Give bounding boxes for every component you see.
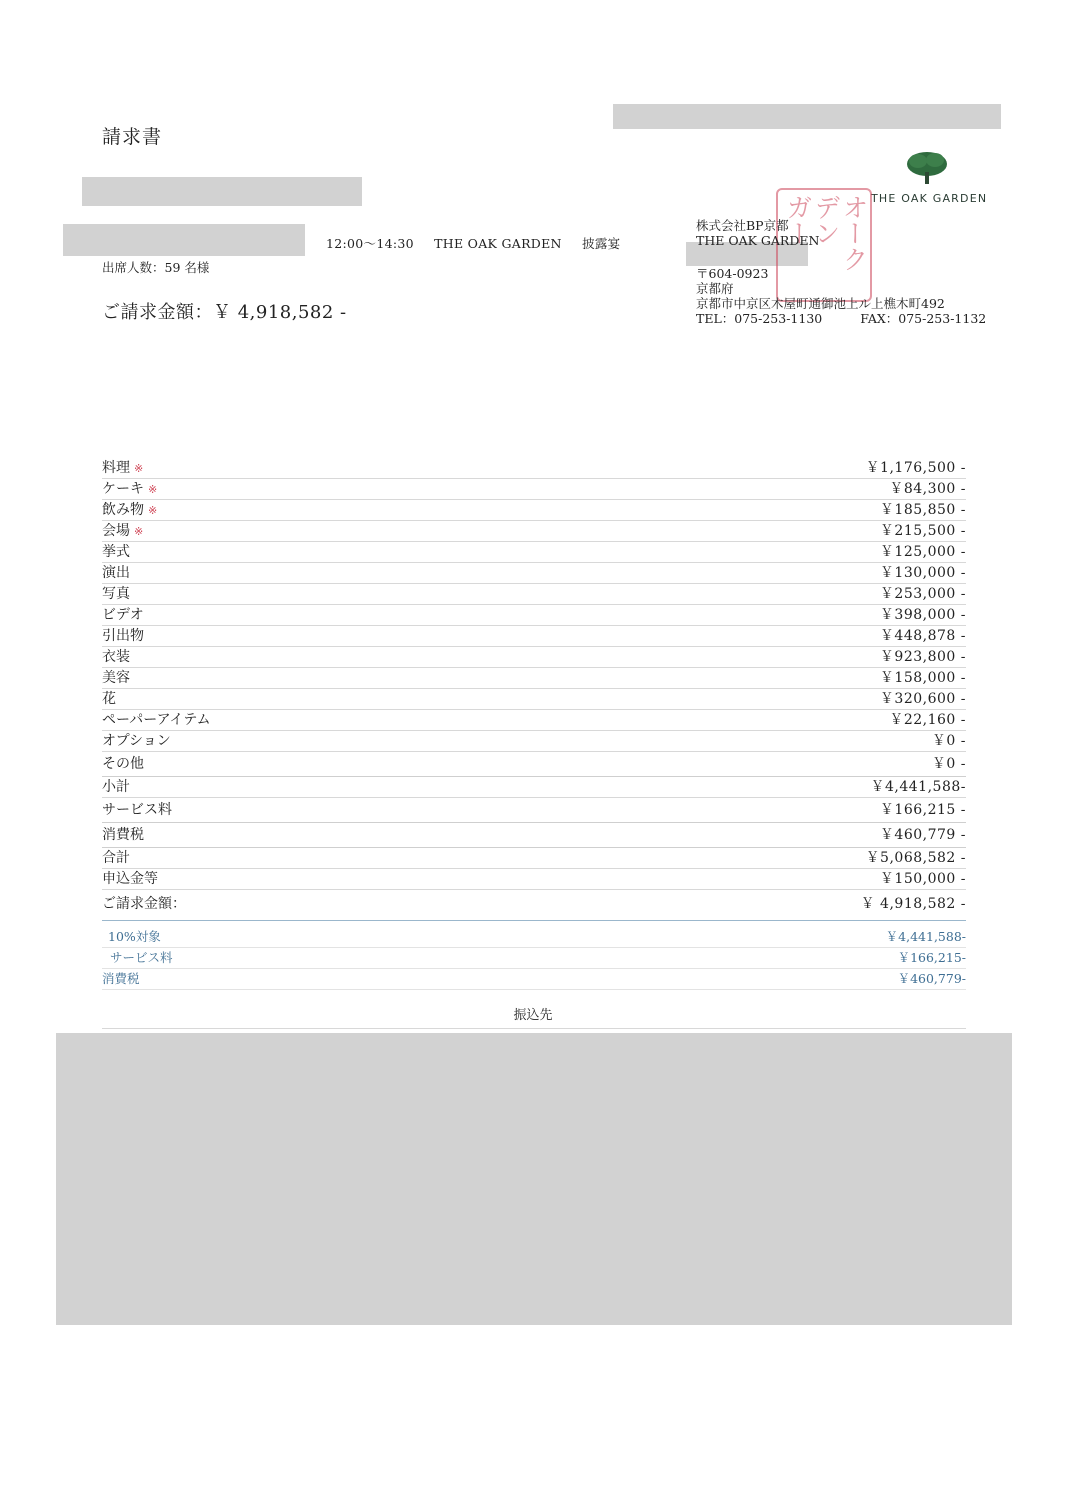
tax-tax-label: 消費税	[102, 971, 140, 986]
billing-total-header: ご請求金額：￥ 4,918,582 -	[102, 302, 347, 323]
company-seal-stamp: ガー デン オーク	[776, 188, 872, 302]
item-label: 写真	[102, 586, 130, 602]
event-venue: THE OAK GARDEN	[434, 236, 562, 251]
logo-text: THE OAK GARDEN	[871, 192, 988, 205]
item-amount: ￥398,000 -	[879, 607, 966, 623]
item-amount: ￥1,176,500 -	[865, 460, 966, 476]
company-address: 京都市中京区木屋町通御池上ル上樵木町492	[696, 296, 945, 311]
company-prefecture: 京都府	[696, 281, 734, 296]
list-item	[102, 626, 966, 647]
deposit-row	[102, 869, 966, 890]
item-amount: ￥320,600 -	[879, 691, 966, 707]
item-label: オプション	[102, 733, 171, 749]
oak-tree-icon	[905, 150, 949, 186]
item-amount: ￥0 -	[931, 733, 966, 749]
bank-title: 振込先	[513, 1008, 553, 1023]
item-amount: ￥448,878 -	[879, 628, 966, 644]
tax-target-label: 10%対象	[108, 929, 161, 944]
company-venue: THE OAK GARDEN	[696, 233, 820, 248]
service-label: サービス料	[102, 802, 172, 818]
item-label: ペーパーアイテム	[102, 712, 211, 728]
event-type: 披露宴	[582, 236, 621, 251]
company-info	[696, 218, 1020, 326]
company-name: 株式会社BP京都	[696, 218, 789, 233]
item-label: 会場	[102, 523, 130, 539]
tax-label: 消費税	[102, 827, 144, 843]
company-postal: 〒604-0923	[696, 266, 769, 281]
billing-label: ご請求金額：	[102, 896, 186, 912]
item-amount: ￥84,300 -	[889, 481, 966, 497]
total-row	[102, 848, 966, 869]
total-label: 合計	[102, 850, 130, 866]
event-time: 12:00～14:30	[326, 236, 414, 251]
item-amount: ￥185,850 -	[879, 502, 966, 518]
tax-tax-amount: ￥460,779-	[897, 971, 966, 986]
deposit-amount: ￥150,000 -	[879, 871, 966, 887]
list-item	[102, 563, 966, 584]
subtotal-label: 小計	[102, 779, 130, 795]
company-phone	[696, 311, 1020, 326]
list-item	[102, 605, 966, 626]
item-label: ビデオ	[102, 607, 144, 623]
tax-amount: ￥460,779 -	[879, 827, 966, 843]
item-amount: ￥130,000 -	[879, 565, 966, 581]
item-mark: ※	[148, 504, 158, 517]
item-label: 料理	[102, 460, 130, 476]
tax-target-row	[102, 927, 966, 948]
list-item	[102, 647, 966, 668]
company-fax: FAX：075-253-1132	[860, 311, 987, 326]
list-item	[102, 458, 966, 479]
item-mark: ※	[134, 525, 144, 538]
item-label: 飲み物	[102, 502, 144, 518]
item-amount: ￥125,000 -	[879, 544, 966, 560]
item-amount: ￥158,000 -	[879, 670, 966, 686]
list-item	[102, 710, 966, 731]
item-amount: ￥923,800 -	[879, 649, 966, 665]
billing-amount: ￥ 4,918,582 -	[860, 896, 966, 912]
redacted-bank-details	[56, 1033, 1012, 1325]
item-amount: ￥215,500 -	[879, 523, 966, 539]
document-title: 請求書	[102, 126, 163, 148]
invoice-items	[102, 458, 966, 918]
tax-row	[102, 823, 966, 848]
list-item	[102, 521, 966, 542]
company-tel: TEL：075-253-1130	[696, 311, 823, 326]
item-amount: ￥0 -	[931, 756, 966, 772]
billing-row	[102, 890, 966, 918]
list-item	[102, 752, 966, 777]
subtotal-amount: ￥4,441,588-	[870, 779, 966, 795]
tax-service-label: サービス料	[110, 950, 173, 965]
tax-target-amount: ￥4,441,588-	[885, 929, 966, 944]
list-item	[102, 584, 966, 605]
subtotal-row	[102, 777, 966, 798]
list-item	[102, 479, 966, 500]
list-item	[102, 542, 966, 563]
item-label: 演出	[102, 565, 130, 581]
item-label: 衣装	[102, 649, 130, 665]
item-label: ケーキ	[102, 481, 144, 497]
redacted-event-date	[63, 224, 305, 256]
list-item	[102, 668, 966, 689]
deposit-label: 申込金等	[102, 871, 158, 887]
total-amount: ￥5,068,582 -	[865, 850, 966, 866]
redacted-recipient-name	[82, 177, 362, 206]
item-label: 引出物	[102, 628, 144, 644]
redacted-header-block	[613, 104, 1001, 129]
item-mark: ※	[148, 483, 158, 496]
tax-tax-row	[102, 969, 966, 990]
divider	[102, 1028, 966, 1029]
item-label: 花	[102, 691, 116, 707]
item-amount: ￥253,000 -	[879, 586, 966, 602]
item-amount: ￥22,160 -	[889, 712, 966, 728]
tax-service-amount: ￥166,215-	[897, 950, 966, 965]
attendee-count: 出席人数：59 名様	[102, 260, 210, 275]
item-label: 美容	[102, 670, 130, 686]
company-logo	[871, 150, 988, 205]
event-info	[326, 234, 636, 252]
tax-breakdown	[102, 920, 966, 990]
list-item	[102, 731, 966, 752]
tax-service-row	[102, 948, 966, 969]
item-label: 挙式	[102, 544, 130, 560]
item-mark: ※	[134, 462, 144, 475]
list-item	[102, 689, 966, 710]
item-label: その他	[102, 756, 144, 772]
list-item	[102, 500, 966, 521]
service-row	[102, 798, 966, 823]
service-amount: ￥166,215 -	[879, 802, 966, 818]
